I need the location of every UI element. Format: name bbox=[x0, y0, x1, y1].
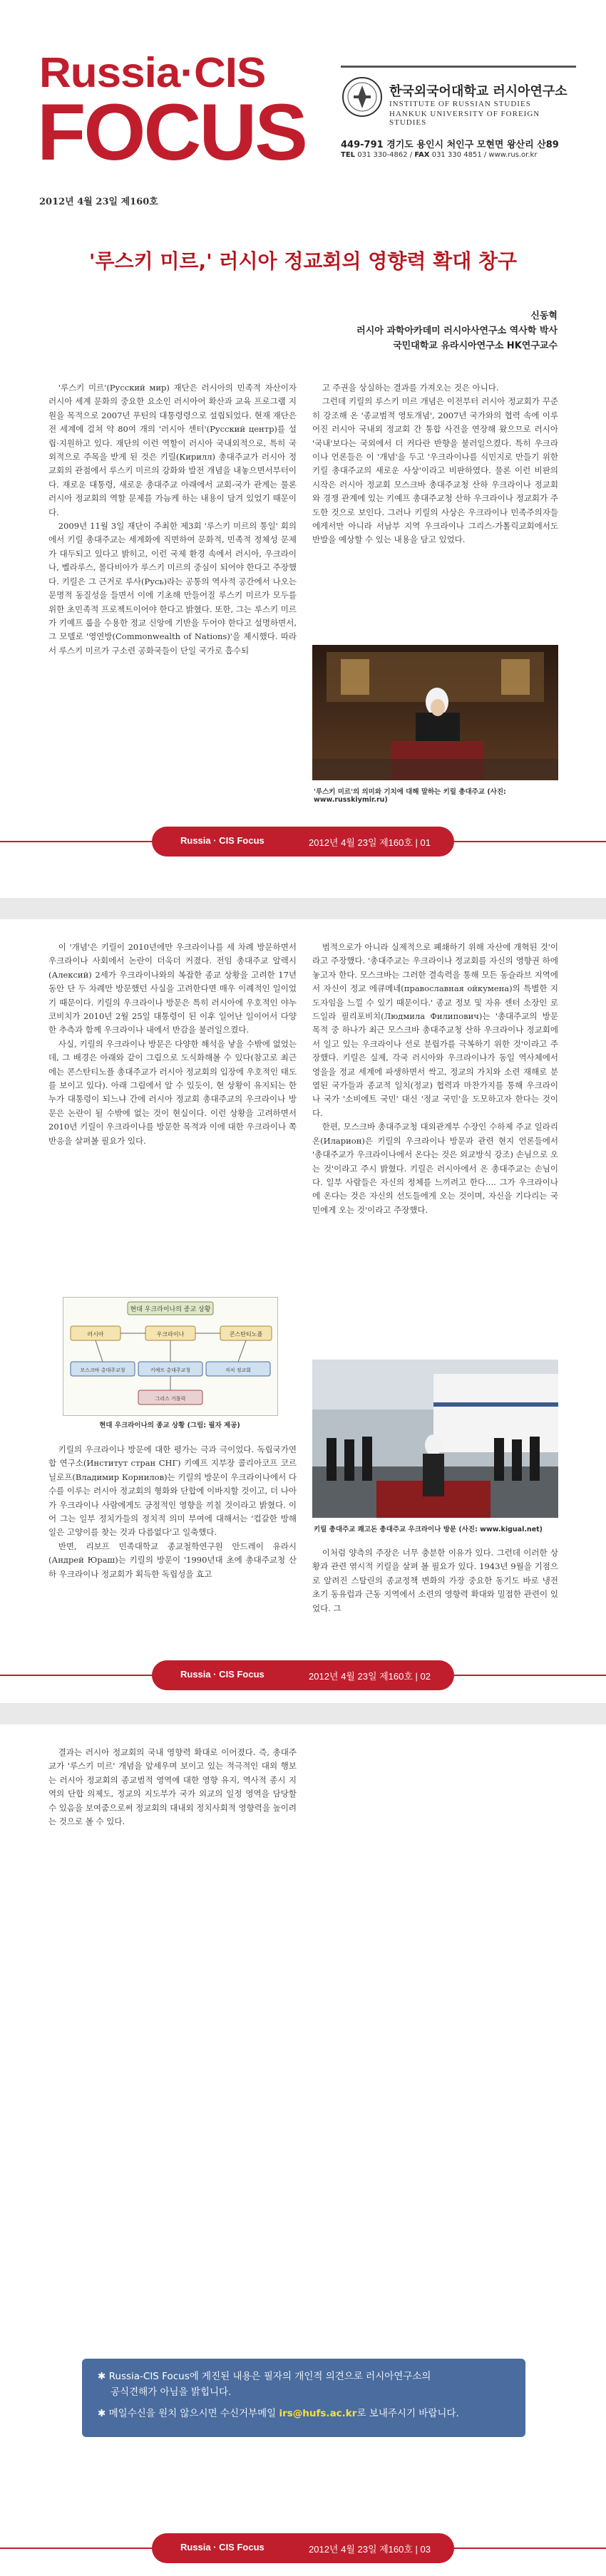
diagram-box: 키예프 총대주교청 bbox=[150, 1367, 191, 1373]
diagram-box: 우크라이나 bbox=[156, 1331, 185, 1338]
byline bbox=[356, 309, 558, 353]
paragraph: 결과는 러시아 정교회의 국내 영향력 확대로 이어졌다. 즉, 총대주교가 '루스키 미르' 개념을 앞세우며 보이고 있는 적극적인 대외 행보는 러시아 정교회의 종교범적 영역에 대한 영향 유지, 역사적 종시 지역의 단합 의제도, 정교의 지도부가 국가 외교의 일정 영역을 담당할 수 있음을 보여줌으로써 정교회의 대내외 정치사회적 영향력을 높이려는 것으로 볼 수 있다. bbox=[48, 1747, 297, 1827]
photo-patriarch-airport bbox=[312, 1360, 558, 1518]
issue-date: 2012년 4월 23일 제160호 bbox=[39, 197, 158, 207]
diagram-title: 현대 우크라이나의 종교 상황 bbox=[130, 1306, 211, 1313]
footer-pill bbox=[152, 2533, 454, 2563]
article-title: '루스키 미르,' 러시아 정교회의 영향력 확대 창구 bbox=[88, 249, 518, 273]
bullet-icon: ✱ bbox=[98, 2408, 109, 2419]
photo-caption: 키릴 총대주교 쾌고돈 총대주교 우크라이나 방문 (사진: www.kigual.net) bbox=[314, 1526, 543, 1533]
logo-russia-cis: Russia·CIS bbox=[39, 49, 266, 97]
p1-right-column bbox=[312, 381, 558, 547]
divider bbox=[341, 66, 576, 68]
paragraph: 이 '개념'은 키릴이 2010년에만 우크라이나를 세 차례 방문하면서 우크라이나 사회에서 논란이 더욱더 커졌다. 전임 총대주교 알렉시(Алексий) 2세가 우크라이나와의 복잡한 종교 상황을 고려한 17년 동안 단 두 차례만 방문했던 사실을 고려한다면 매우 이례적인 일이었기 때문이다. 키릴의 우크라이나 방문은 특히 러시아에 우호적인 야누코비치가 2010년 2월 25일 대통령이 된 이후 일어난 일이어서 다양한 추측과 함께 우크라이나 내에서 반감을 불러일으켰다. bbox=[48, 942, 297, 1035]
paragraph: 범적으로가 아니라 실제적으로 폐쇄하기 위해 자산에 개혁된 것'이라고 주장했다. '총대주교는 우크라이나 정교회를 자신의 영향권 하에 놓고자 한다. 모스크바는 그러한 결속력을 통해 모든 동슬라브 지역에서 자신이 정교 에큐메네(православная ойкумена)의 특별한 지도자임을 느낄 수 있기 때문이다.' 종교 정보 및 자유 센터 소장인 로드일라 필리포비치(Людмила Филипович)는 '총대주교의 방문 목적 중 하나가 최근 모스크바 총대주교청 산하 우크라이나 정교회에서 일고 있는 우크라이나 선로 분립가를 극복하기 위한 것'이라고 주장했다. 키릴은 실제, 각국 러시아와 우크라이나가 동일 역사체에서 영을을 정교 세계에 파생하면서 싹고, 정교의 가치와 소련 재해로 분열된 국가들과 종교적 일치(정교) 협력과 마찬가지를 통해 우크라이나 국가 '소비에트 국민' 대신 '정교 국민'을 도모하고자 한다는 것이다. bbox=[312, 942, 558, 1118]
bullet-icon: ✱ bbox=[98, 2371, 109, 2382]
paragraph: 고 주권을 상실하는 결과를 가져오는 것은 아니다. bbox=[322, 383, 499, 393]
photo-caption: '루스키 미르'의 의미와 기치에 대해 말하는 키릴 총대주교 (사진: www.russkiymir.ru) bbox=[314, 788, 506, 804]
paragraph: 반면, 리보프 민족대학교 종교철학연구원 안드레이 유라시(Андрей Юраш)는 키릴의 방문이 '1990년대 초에 총대주교청 산하 우크라이나 정교회가 획득한 독립성을 효고 bbox=[48, 1541, 297, 1579]
institute-contact: TEL 031 330-4862 / FAX 031 330 4851 / www.rus.or.kr bbox=[341, 151, 538, 159]
page-footer bbox=[0, 1660, 606, 1690]
unsubscribe-email-link[interactable]: irs@hufs.ac.kr bbox=[279, 2408, 357, 2419]
footer-issue: 2012년 4월 23일 제160호 | 02 bbox=[309, 1671, 431, 1682]
footer-issue: 2012년 4월 23일 제160호 | 03 bbox=[309, 2544, 431, 2555]
footer-issue: 2012년 4월 23일 제160호 | 01 bbox=[309, 837, 431, 848]
p2-right-column-b bbox=[312, 1546, 558, 1615]
paragraph: 한편, 모스크바 총대주교청 대외관계부 수장인 수하제 주교 일라리온(Иларион)은 키릴의 우크라이나 방문과 관련 현지 언론들에서 '총대주교가 우크라이나에서 온다는 것은 외교방식 강조) 손님으로 오는 것'이라고 주시 밝혔다. 키릴은 러시아에서 온 총대주교는 손님이다. 일부 사람들은 자신의 정체를 느끼려고 한다.... 그가 우크라이나에 온다는 것은 자신의 선도들에게 오는 것이며, 자신을 기다리는 국민에게 오는 것'이라고 주장했다. bbox=[312, 1122, 558, 1215]
photo-patriarch-speech bbox=[312, 645, 558, 780]
author-affiliation-2: 국민대학교 유라시아연구소 HK연구교수 bbox=[393, 341, 558, 351]
institute-block bbox=[341, 66, 576, 171]
page-3 bbox=[0, 1724, 606, 2576]
masthead bbox=[0, 0, 606, 207]
notice-disclaimer-line2: 공식견해가 아님을 밝힙니다. bbox=[111, 2386, 232, 2398]
university-emblem-icon bbox=[341, 76, 384, 118]
website-link[interactable]: www.rus.or.kr bbox=[488, 151, 538, 159]
page-2 bbox=[0, 919, 606, 1703]
p2-right-column bbox=[312, 941, 558, 1217]
footer-brand: Russia · CIS Focus bbox=[180, 1669, 265, 1680]
diagram-box: 모스크바 총대주교청 bbox=[80, 1367, 125, 1373]
p2-left-column-b bbox=[48, 1443, 297, 1581]
footer-pill bbox=[152, 827, 454, 857]
p1-left-column bbox=[48, 381, 297, 658]
paragraph: 사실, 키릴의 우크라이나 방문은 다양한 해석을 낳을 수밖에 없었는데, 그 배경은 아래와 같이 그림으로 도식화해볼 수 있다(참고로 최근에는 콘스탄티노플 총대주교가 러시아 정교회의 입장에 우호적인 태도를 보이고 있다). 아래 그림에서 알 수 있듯이, 현 상황이 유지되는 한 누가 대통령이 되느냐 간에 러시아 정교회 총대주교의 우크라이나 방문은 논란이 될 수밖에 없는 것이 현실이다. 이런 상황을 고려하면서 2010년 키릴이 우크라이나를 방문한 목적과 이에 대한 우크라이나 쪽 반응을 살펴볼 필요가 있다. bbox=[48, 1038, 297, 1146]
page-footer bbox=[0, 827, 606, 857]
paragraph: '루스키 미르'(Русский мир) 재단은 러시아의 민족적 자산이자 러시아 세계 문화의 중요한 요소인 러시아어 확산과 교육 프로그램 지원을 목적으로 2007년 푸틴의 대통령령으로 설립되었다. 현재 재단은 전 세계에 걸쳐 약 80여 개의 '러시아 센터'(Русский центр)를 설립·지원하고 있다. 재단의 이런 역할이 러시아 국내외적으로, 특히 국외적으로 주목을 받게 된 것은 키릴(Кирилл) 총대주교가 러시아 정교회의 관점에서 루스키 미르의 강화와 발전 개념을 내놓으면서부터이다. 재로운 대통령, 새로운 총대주교 아래에서 교회-국가 관계는 물론 러시아 정교회의 역할 문제를 가늠케 하는 내용이 담겨 있었기 때문이다. bbox=[48, 383, 297, 517]
author-name: 신동혁 bbox=[530, 311, 558, 321]
diagram-box: 그리스 가톨릭 bbox=[155, 1396, 186, 1402]
notice-box bbox=[82, 2359, 525, 2437]
tel-label: TEL bbox=[341, 151, 356, 159]
diagram-caption: 현대 우크라이나의 종교 상황 (그림: 필자 제공) bbox=[99, 1422, 240, 1429]
university-name-en: HANKUK UNIVERSITY OF FOREIGN STUDIES bbox=[389, 110, 540, 127]
logo-focus: FOCUS bbox=[37, 88, 306, 177]
paragraph: 키릴의 우크라이나 방문에 대한 평가는 극과 극이었다. 독립국가연합 연구소(Институт стран СНГ) 키예프 지부장 콜리아코프 코르닐로프(Владимир Корнилов)는 키릴의 방문이 우크라이나에서 다수를 이루는 러시아 정교회의 형화와 단합에 이바지할 것이고, 더 나아가 우크라이나 사람에게도 긍정적인 영향을 끼칠 것이라고 밝혔다. 이어 그는 일부 정치가들의 정치적 의미 부여에 대해서는 '컵갈한 방해 일은 고양이를 찾는 것과 다름없다'고 일축했다. bbox=[48, 1444, 297, 1538]
p2-left-column bbox=[48, 941, 297, 1148]
notice-unsubscribe-text: 메일수신을 원치 않으시면 수신거부메일 bbox=[108, 2408, 277, 2419]
notice-unsubscribe bbox=[98, 2406, 459, 2421]
paragraph: 그런데 키릴의 루스키 미르 개념은 이전부터 러시아 정교회가 꾸준히 강조해 온 '종교범적 영토개념', 2007년 국가와의 협력 속에 이루어진 러시아 국내외 정교회 간 통합 사건을 연장해 왔으므로 러시아 '국내'보다는 국외에서 더 커다란 반향을 불러일으켰다. 특히 우크라이나 언론들은 이 '개념'을 두고 '우크라이나를 식민지로 만들기 위한 키릴 총대주교의 새로운 사상'이라고 비판하였다. 물론 이런 비판의 시작은 러시아 정교회 모스크바 총대주교청 산하 우크라이나 정교회와 경쟁 관계에 있는 키예프 총대주교청 산하 우크라이나 정교회가 주도한 것으로 보인다. 그러나 키릴의 사상은 우크라이나 민족주의자들에게서만 아니라 서남부 지역 우크라이나 그리스-가톨릭교회에서도 반발을 예상할 수 있는 내용을 담고 있었다. bbox=[312, 396, 558, 545]
author-affiliation-1: 러시아 과학아카데미 러시아사연구소 역사학 박사 bbox=[356, 326, 558, 336]
diagram-box: 자치 정교회 bbox=[225, 1367, 252, 1373]
footer-brand: Russia · CIS Focus bbox=[180, 835, 265, 846]
diagram-box: 러시아 bbox=[87, 1331, 104, 1338]
footer-pill bbox=[152, 1660, 454, 1690]
notice-disclaimer bbox=[98, 2369, 431, 2400]
fax-label: FAX bbox=[414, 151, 430, 159]
notice-disclaimer-line1: Russia-CIS Focus에 게진된 내용은 필자의 개인적 의견으로 러시아연구소의 bbox=[108, 2371, 431, 2382]
fax-value: 031 330 4851 bbox=[431, 151, 482, 159]
institute-name-en: INSTITUTE OF RUSSIAN STUDIES bbox=[389, 100, 531, 108]
p3-left-column bbox=[48, 1746, 297, 1828]
religion-diagram bbox=[63, 1297, 278, 1416]
paragraph: 2009년 11월 3일 재단이 주최한 제3회 '루스키 미르의 통일' 회의에서 키릴 총대주교는 세계화에 직면하여 문화적, 민족적 정체성 문제가 대두되고 있다고 밝히고, 이런 국제 환경 속에서 러시아, 우크라이나, 벨라루스, 몰다비아가 루스키 미르의 중심이 되어야 한다고 주장했다. 키릴은 그 근거로 루사(Русь)라는 공통의 역사적 공간에서 나오는 문명적 동질성을 들면서 이에 기초해 만들어질 루스키 미르가 모두를 위한 초민족적 프로젝트이어야 한다고 밝혔다. 또한, 그는 루스키 미르가 키예프 룹을 수용한 정교 신앙에 기반을 두어야 한다고 설명하면서, 그 모델로 '영연방(Commonwealth of Nations)'을 제시했다. 따라서 루스키 미르가 구소련 공화국들이 단일 국가로 흡수되 bbox=[48, 521, 297, 656]
page-1 bbox=[0, 0, 606, 898]
page-footer bbox=[0, 2533, 606, 2563]
notice-unsubscribe-suffix: 로 보내주시기 바랍니다. bbox=[356, 2408, 459, 2419]
paragraph: 이처럼 양측의 주장은 너무 충분한 이유가 있다. 그런데 이러한 상황과 관련 엮시적 키릴을 살펴 볼 필요가 있다. 1943년 9월을 기점으로 알려진 스탈린의 종교정책 변화의 가장 중요한 동기도 바로 냉전 초기 동유럽과 근동 지역에서 소련의 영향력 확대와 밀접한 관련이 있었다. 그 bbox=[312, 1548, 558, 1613]
institute-name-kr: 한국외국어대학교 러시아연구소 bbox=[389, 84, 568, 99]
institute-address: 449-791 경기도 용인시 처인구 모현면 왕산리 산89 bbox=[341, 140, 559, 150]
diagram-box: 콘스탄티노플 bbox=[229, 1331, 263, 1338]
tel-value: 031 330-4862 bbox=[357, 151, 408, 159]
footer-brand: Russia · CIS Focus bbox=[180, 2542, 265, 2552]
